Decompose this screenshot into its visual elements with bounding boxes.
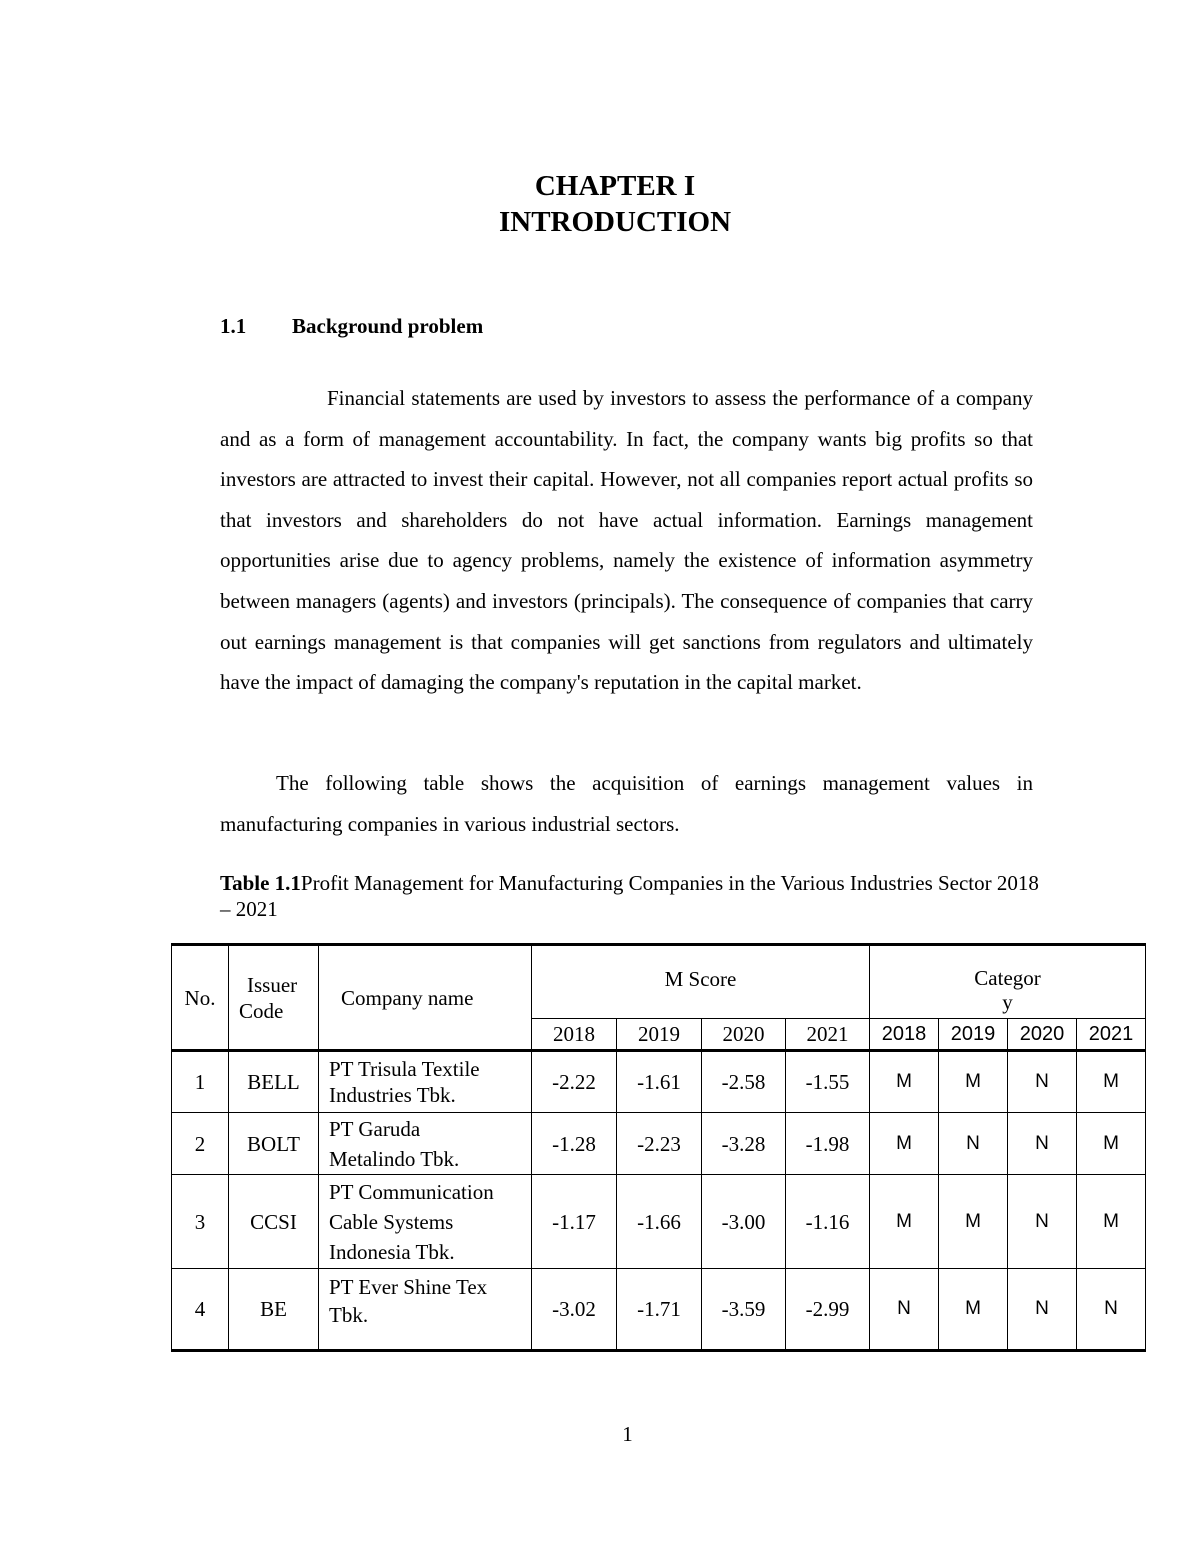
row-category-2021: N — [1077, 1269, 1146, 1351]
category-year-2020: 2020 — [1008, 1019, 1077, 1051]
header-category-line2: y — [1002, 990, 1013, 1014]
row-category-2020: N — [1008, 1113, 1077, 1175]
header-category — [870, 945, 1146, 1019]
row-company-line1: PT Ever Shine Tex — [329, 1275, 488, 1299]
table-row — [172, 1051, 1146, 1113]
page-number: 1 — [622, 1422, 633, 1446]
table-header-row — [172, 945, 1146, 1019]
row-m-score-2018: -3.02 — [532, 1269, 617, 1351]
header-no: No. — [172, 945, 229, 1051]
table-caption-label: Table 1.1 — [220, 871, 301, 895]
row-issuer-code: BOLT — [229, 1113, 319, 1175]
table-caption — [220, 870, 1040, 922]
row-m-score-2018: -1.17 — [532, 1175, 617, 1269]
row-category-2021: M — [1077, 1113, 1146, 1175]
m-score-year-2020: 2020 — [702, 1019, 786, 1051]
m-score-year-2019: 2019 — [617, 1019, 702, 1051]
row-m-score-2019: -1.66 — [617, 1175, 702, 1269]
row-no: 2 — [172, 1113, 229, 1175]
category-year-2019: 2019 — [939, 1019, 1008, 1051]
header-issuer-line1: Issuer — [247, 972, 298, 997]
row-m-score-2021: -1.55 — [786, 1051, 870, 1113]
table-caption-text: Profit Management for Manufacturing Companies in the Various Industries Sector 2018 – 2021 — [220, 871, 1039, 921]
row-category-2018: M — [870, 1113, 939, 1175]
row-company-line1: PT Garuda — [329, 1116, 421, 1141]
chapter-title: CHAPTER I — [534, 170, 696, 202]
row-no: 1 — [172, 1051, 229, 1113]
row-category-2020: N — [1008, 1269, 1077, 1351]
row-m-score-2021: -1.98 — [786, 1113, 870, 1175]
row-company-line2: Industries Tbk. — [329, 1083, 456, 1107]
row-issuer-code: CCSI — [229, 1175, 319, 1269]
row-m-score-2021: -2.99 — [786, 1269, 870, 1351]
row-category-2018: N — [870, 1269, 939, 1351]
row-m-score-2020: -3.28 — [702, 1113, 786, 1175]
header-issuer-code — [229, 945, 319, 1051]
row-issuer-code: BELL — [229, 1051, 319, 1113]
row-m-score-2020: -2.58 — [702, 1051, 786, 1113]
paragraph-table-intro: The following table shows the acquisition of earnings management values in manufacturing companies in various industrial sectors. — [220, 771, 1033, 836]
row-m-score-2020: -3.00 — [702, 1175, 786, 1269]
row-category-2018: M — [870, 1175, 939, 1269]
row-category-2021: M — [1077, 1051, 1146, 1113]
row-m-score-2018: -1.28 — [532, 1113, 617, 1175]
row-m-score-2020: -3.59 — [702, 1269, 786, 1351]
row-company-name — [319, 1051, 532, 1113]
row-company-line1: PT Trisula Textile — [329, 1057, 480, 1081]
row-m-score-2018: -2.22 — [532, 1051, 617, 1113]
paragraph-background: Financial statements are used by investors to assess the performance of a company and as a form of management accountability. In fact, the company wants big profits so that investors are attracted to invest their capital. However, not all companies report actual profits so that investors and shareholders do not have actual information. Earnings management opportunities arise due to agency problems, namely the existence of information asymmetry between managers (agents) and investors (principals). The consequence of companies that carry out earnings management is that companies will get sanctions from regulators and ultimately have the impact of damaging the company's reputation in the capital market. — [220, 386, 1033, 695]
section-heading — [220, 312, 483, 340]
row-category-2019: M — [939, 1051, 1008, 1113]
header-company-name: Company name — [319, 945, 532, 1051]
row-company-name — [319, 1113, 532, 1175]
table-row — [172, 1175, 1146, 1269]
category-year-2021: 2021 — [1077, 1019, 1146, 1051]
row-m-score-2019: -2.23 — [617, 1113, 702, 1175]
row-company-name — [319, 1175, 532, 1269]
category-year-2018: 2018 — [870, 1019, 939, 1051]
row-m-score-2019: -1.71 — [617, 1269, 702, 1351]
row-m-score-2021: -1.16 — [786, 1175, 870, 1269]
earnings-management-table — [171, 943, 1146, 1352]
row-no: 4 — [172, 1269, 229, 1351]
row-category-2020: N — [1008, 1175, 1077, 1269]
header-m-score: M Score — [532, 945, 870, 1019]
row-company-line2: Cable Systems — [329, 1209, 454, 1234]
row-no: 3 — [172, 1175, 229, 1269]
header-issuer-line2: Code — [239, 998, 284, 1023]
row-category-2019: M — [939, 1175, 1008, 1269]
header-category-line1: Categor — [974, 966, 1041, 990]
row-category-2019: N — [939, 1113, 1008, 1175]
m-score-year-2021: 2021 — [786, 1019, 870, 1051]
section-title: Background problem — [292, 314, 484, 338]
section-number: 1.1 — [220, 314, 247, 338]
row-company-line2: Tbk. — [329, 1303, 369, 1327]
row-category-2018: M — [870, 1051, 939, 1113]
m-score-year-2018: 2018 — [532, 1019, 617, 1051]
table-row — [172, 1113, 1146, 1175]
row-company-line3: Indonesia Tbk. — [329, 1239, 455, 1264]
row-company-name — [319, 1269, 532, 1351]
row-category-2020: N — [1008, 1051, 1077, 1113]
row-m-score-2019: -1.61 — [617, 1051, 702, 1113]
row-category-2021: M — [1077, 1175, 1146, 1269]
row-company-line1: PT Communication — [329, 1179, 494, 1204]
row-issuer-code: BE — [229, 1269, 319, 1351]
row-category-2019: M — [939, 1269, 1008, 1351]
chapter-subtitle: INTRODUCTION — [498, 206, 732, 238]
table-row — [172, 1269, 1146, 1351]
row-company-line2: Metalindo Tbk. — [329, 1146, 460, 1171]
